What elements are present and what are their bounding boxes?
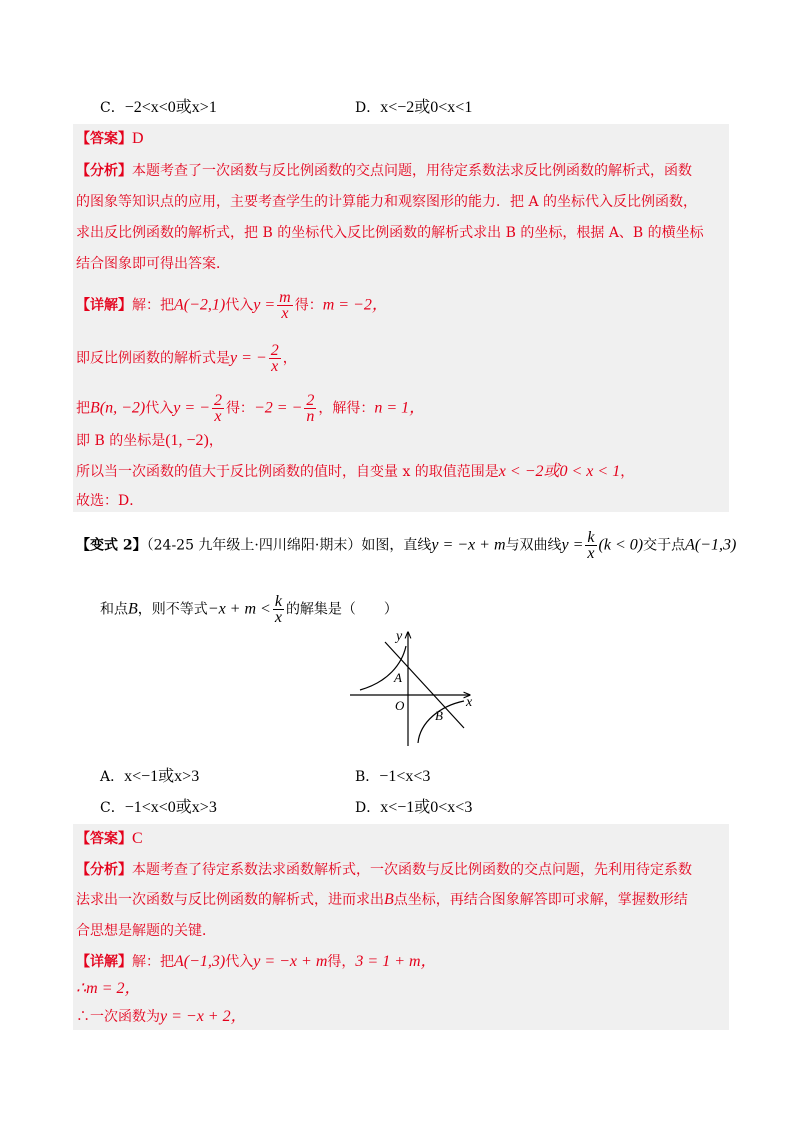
option-b-label: B． xyxy=(355,769,380,785)
analysis-line-4: 结合图象即可得出答案． xyxy=(76,256,230,272)
variant-text: 交于点 xyxy=(643,537,686,554)
answer-tag: 【答案】 xyxy=(76,831,132,847)
function-graph xyxy=(340,626,490,750)
point-b: B(n, −2) xyxy=(90,399,146,417)
option-a-text: x<−1或x>3 xyxy=(124,768,200,785)
option2-b-row xyxy=(355,766,430,788)
fraction xyxy=(585,530,596,561)
equation: y = − xyxy=(173,399,210,417)
denominator: x xyxy=(281,305,289,322)
option-c-text: −1<x<0或x>3 xyxy=(124,799,217,816)
analysis-line-1 xyxy=(76,160,692,182)
variant-text: 的解集是（ ） xyxy=(285,601,398,618)
variant-text: 与双曲线 xyxy=(505,537,562,554)
analysis-line-3: 求出反比例函数的解析式，把 B 的坐标代入反比例函数的解析式求出 B 的坐标，根据 A、B 的横坐标 xyxy=(76,225,704,241)
detail-text: ， xyxy=(620,464,635,480)
option-b-text: −1<x<3 xyxy=(379,768,431,785)
detail-line-1 xyxy=(76,290,388,321)
solution-range: x < −2或0 < x < 1 xyxy=(498,463,621,480)
denominator: n xyxy=(306,408,315,425)
numerator: 2 xyxy=(306,392,315,409)
variant-text: ，则不等式 xyxy=(137,601,208,618)
detail-text: 解：把 xyxy=(132,297,174,314)
detail-text: 代入 xyxy=(225,954,254,970)
point-b-label: B xyxy=(435,708,443,723)
option-d-text: x<−2或0<x<1 xyxy=(380,99,473,116)
equation: m = −2， xyxy=(322,296,388,314)
equation: n = 1， xyxy=(374,399,426,417)
detail-line-4 xyxy=(76,430,223,452)
denominator: x xyxy=(587,545,595,562)
detail-text: 代入 xyxy=(145,400,174,417)
analysis-tag: 【分析】 xyxy=(76,862,132,878)
detail-text: 代入 xyxy=(225,297,254,314)
detail-line-2 xyxy=(76,343,297,374)
detail-tag: 【详解】 xyxy=(76,297,132,314)
y-axis-label: y xyxy=(396,629,403,644)
detail-text: 即反比例函数的解析式是 xyxy=(76,350,230,367)
detail-line-3 xyxy=(76,393,425,424)
equation: ∴m = 2， xyxy=(76,980,141,997)
detail2-line-1 xyxy=(76,951,437,973)
fraction xyxy=(304,393,316,424)
option-c-row xyxy=(100,97,217,119)
x-axis-label: x xyxy=(466,695,473,710)
variant-text: （24-25 九年级上·四川绵阳·期末）如图，直线 xyxy=(146,537,432,554)
numerator: k xyxy=(274,593,282,610)
numerator: m xyxy=(279,289,291,306)
option2-c-row xyxy=(100,797,217,819)
equation: 3 = 1 + m， xyxy=(355,953,437,970)
origin-label: O xyxy=(395,698,405,713)
answer-line-2 xyxy=(76,828,143,850)
fraction xyxy=(212,393,224,424)
option-d-label: D． xyxy=(355,800,381,816)
detail2-line-3 xyxy=(76,1006,247,1028)
option-d-text: x<−1或0<x<3 xyxy=(380,799,473,816)
inequality: −x + m < xyxy=(207,600,271,618)
point-label: B xyxy=(128,600,138,618)
point-a-label: A xyxy=(394,670,402,685)
point-a: A(−1,3) xyxy=(174,953,226,970)
answer-value: C xyxy=(132,830,143,847)
variant-text: 和点 xyxy=(100,601,128,618)
equation: y = −x + m xyxy=(431,536,506,554)
analysis-text: 本题考查了待定系数法求函数解析式，一次函数与反比例函数的交点问题，先利用待定系数 xyxy=(132,862,692,878)
analysis-tag: 【分析】 xyxy=(76,163,132,179)
option2-d-row xyxy=(355,797,472,819)
detail-text: ∴一次函数为 xyxy=(76,1009,160,1025)
numerator: 2 xyxy=(213,392,222,409)
detail-text: ， xyxy=(282,350,297,367)
detail-line-6: 故选：D． xyxy=(76,493,144,509)
option-d-label: D． xyxy=(355,100,381,116)
detail-text: 解：把 xyxy=(132,954,174,970)
straight-line xyxy=(385,642,464,728)
denominator: x xyxy=(214,408,222,425)
answer-line-1 xyxy=(76,128,144,150)
denominator: x xyxy=(274,609,282,626)
answer-value: D xyxy=(132,130,144,147)
equation: y = −x + m xyxy=(253,953,328,970)
detail-line-5 xyxy=(76,461,634,483)
equation: y = −x + 2， xyxy=(160,1008,247,1025)
detail-tag: 【详解】 xyxy=(76,954,132,970)
numerator: k xyxy=(587,529,595,546)
analysis2-line-2 xyxy=(76,889,688,911)
point-label: B xyxy=(384,891,394,908)
option-c-label: C． xyxy=(100,800,125,816)
equation: −2 = − xyxy=(253,399,303,417)
option2-a-row xyxy=(100,766,199,788)
option-c-label: C． xyxy=(100,100,125,116)
numerator: 2 xyxy=(270,342,279,359)
answer-tag: 【答案】 xyxy=(76,131,132,147)
detail-text: 得， xyxy=(327,954,356,970)
option-c-text: −2<x<0或x>1 xyxy=(124,99,217,116)
detail-text: 即 B 的坐标是 xyxy=(76,433,166,449)
analysis-line-2: 的图象等知识点的应用，主要考查学生的计算能力和观察图形的能力．把 A 的坐标代入反比例函数， xyxy=(76,194,698,210)
analysis-text: 法求出一次函数与反比例函数的解析式，进而求出 xyxy=(76,892,384,908)
variant-question-line-2 xyxy=(100,594,398,625)
detail2-line-2 xyxy=(76,978,141,1000)
analysis-text: 本题考查了一次函数与反比例函数的交点问题，用待定系数法求反比例函数的解析式，函数 xyxy=(132,163,692,179)
point-b-coords: (1, −2) xyxy=(165,432,209,449)
detail-text: 得： xyxy=(225,400,254,417)
detail-text: ，解得： xyxy=(318,400,375,417)
analysis2-line-1 xyxy=(76,859,692,881)
analysis-text: 点坐标，再结合图象解答即可求解，掌握数形结 xyxy=(393,892,688,908)
point-a: A(−2,1) xyxy=(174,296,226,314)
equation: y = xyxy=(561,536,584,554)
variant-question-line-1 xyxy=(76,530,736,561)
point-a: A(−1,3) xyxy=(685,536,737,554)
detail-text: 得： xyxy=(294,297,323,314)
variant-tag: 【变式 2】 xyxy=(76,537,147,554)
fraction xyxy=(269,343,281,374)
detail-text: 把 xyxy=(76,400,90,417)
analysis2-line-3: 合思想是解题的关键． xyxy=(76,923,216,939)
equation: y = − xyxy=(230,349,267,367)
option-a-label: A． xyxy=(100,769,125,785)
fraction xyxy=(277,290,293,321)
condition: (k < 0) xyxy=(598,536,644,554)
fraction xyxy=(273,594,284,625)
option-d-row xyxy=(355,97,472,119)
detail-text: ， xyxy=(208,433,223,449)
equation: y = xyxy=(253,296,276,314)
denominator: x xyxy=(271,358,279,375)
detail-text: 所以当一次函数的值大于反比例函数的值时，自变量 x 的取值范围是 xyxy=(76,464,499,480)
